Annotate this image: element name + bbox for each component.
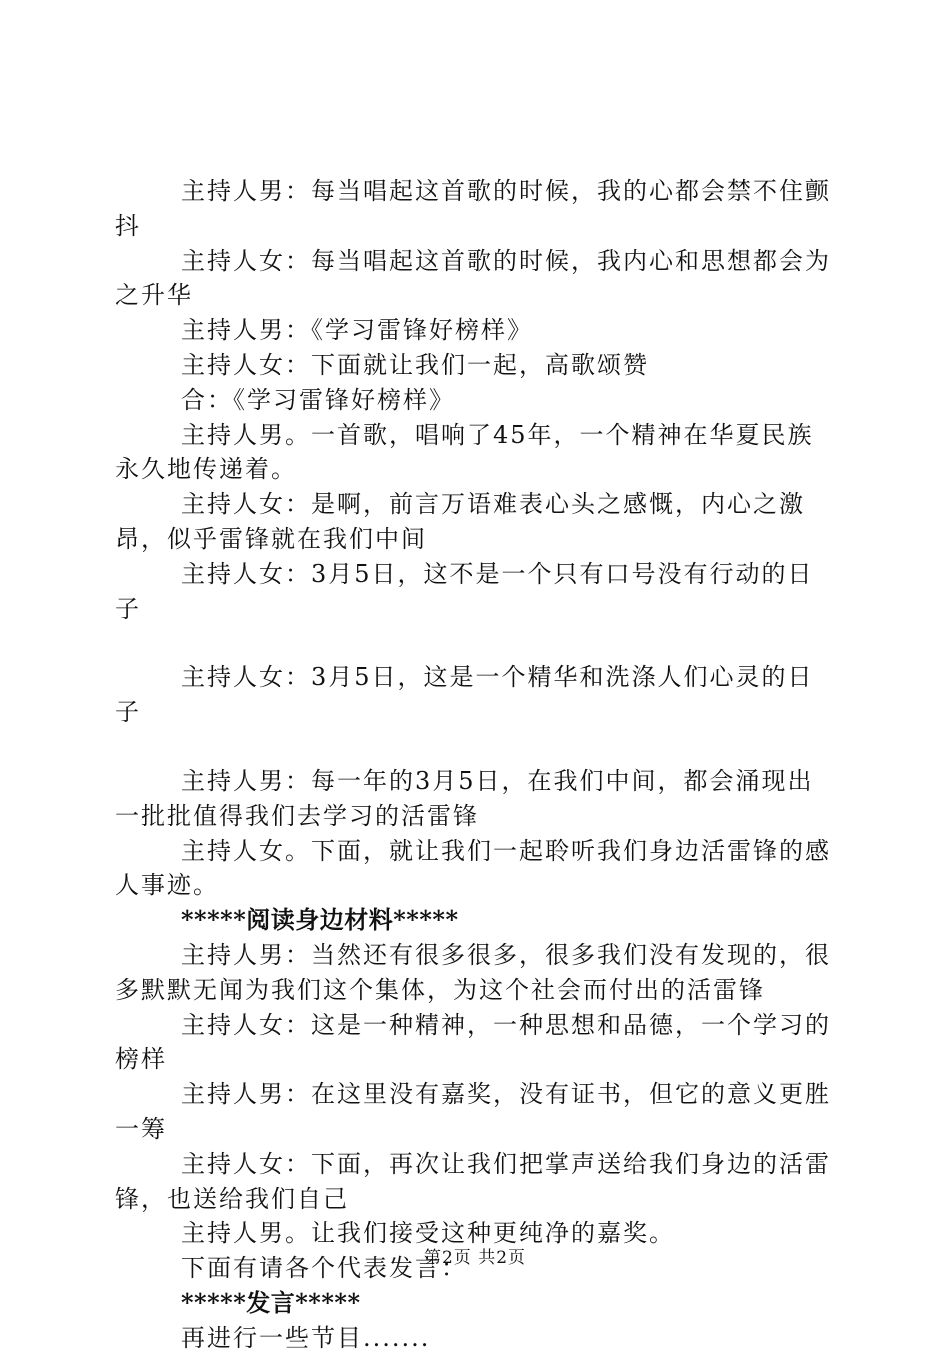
page-footer: 第2页 共2页 bbox=[423, 1248, 527, 1268]
paragraph: 主持人男。一首歌，唱响了45年，一个精神在华夏民族永久地传递着。 bbox=[115, 420, 814, 484]
paragraph: 主持人女：是啊，前言万语难表心头之感慨，内心之激昂，似乎雷锋就在我们中间 bbox=[115, 490, 805, 553]
paragraph: 主持人女：3月5日，这是一个精华和洗涤人们心灵的日子 bbox=[115, 663, 814, 727]
paragraph: 主持人女：下面，再次让我们把掌声送给我们身边的活雷锋，也送给我们自己 bbox=[115, 1149, 831, 1213]
paragraph: 主持人女。下面，就让我们一起聆听我们身边活雷锋的感人事迹。 bbox=[115, 836, 831, 900]
paragraph: 主持人男。让我们接受这种更纯净的嘉奖。 bbox=[181, 1219, 675, 1248]
paragraph: 主持人男：在这里没有嘉奖，没有证书，但它的意义更胜一筹 bbox=[115, 1080, 831, 1143]
paragraph: 主持人女：3月5日，这不是一个只有口号没有行动的日子 bbox=[115, 559, 814, 623]
paragraph: 主持人女：下面就让我们一起，高歌颂赞 bbox=[181, 350, 649, 379]
section-marker: *****发言***** bbox=[181, 1287, 361, 1317]
paragraph: 主持人男：《学习雷锋好榜样》 bbox=[181, 316, 533, 345]
paragraph: 主持人女：这是一种精神，一种思想和品德，一个学习的榜样 bbox=[115, 1010, 831, 1074]
paragraph: 主持人男：每当唱起这首歌的时候，我的心都会禁不住颤抖 bbox=[115, 177, 831, 240]
document-body bbox=[115, 174, 835, 1356]
paragraph: 主持人男：每一年的3月5日，在我们中间，都会涌现出一批批值得我们去学习的活雷锋 bbox=[115, 766, 814, 830]
paragraph: 主持人女：每当唱起这首歌的时候，我内心和思想都会为之升华 bbox=[115, 246, 831, 310]
section-marker: *****阅读身边材料***** bbox=[181, 905, 459, 935]
paragraph: 再进行一些节目....... bbox=[181, 1323, 431, 1352]
paragraph: 主持人男：当然还有很多很多，很多我们没有发现的，很多默默无闻为我们这个集体，为这个社会而付出的活雷锋 bbox=[115, 940, 831, 1004]
paragraph: 下面有请各个代表发言： bbox=[181, 1254, 467, 1283]
paragraph: 合：《学习雷锋好榜样》 bbox=[181, 385, 455, 414]
